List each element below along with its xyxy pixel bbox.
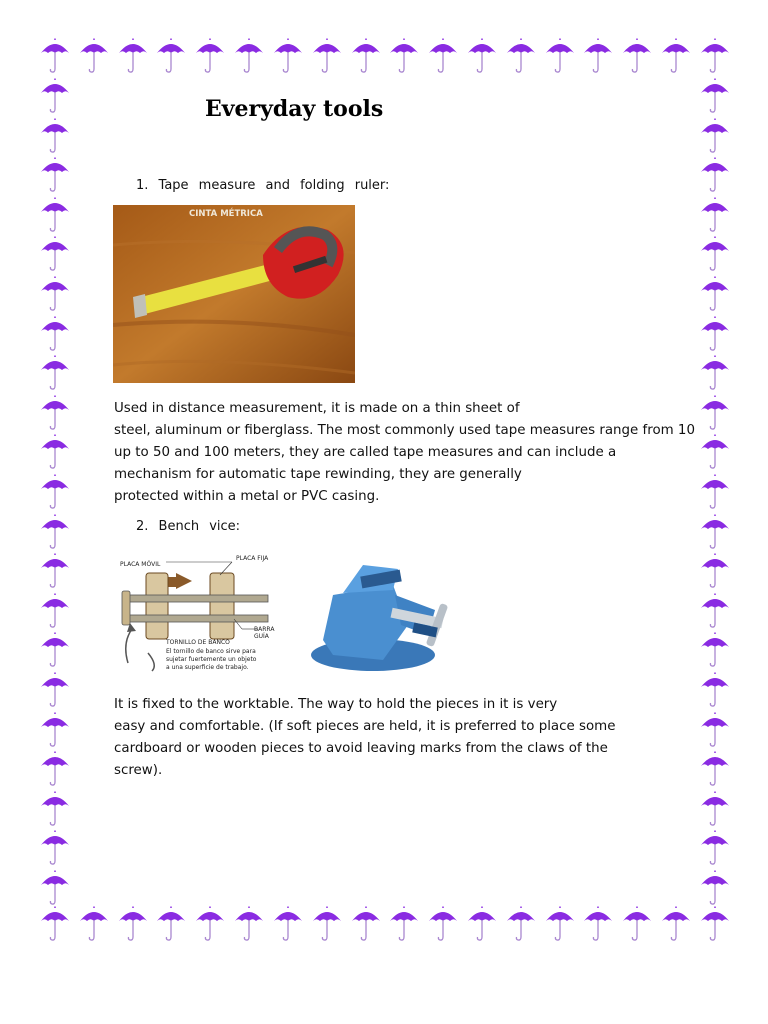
umbrella-icon <box>467 38 497 74</box>
tape-measure-paragraph <box>114 398 695 508</box>
umbrella-icon <box>700 632 730 668</box>
umbrella-icon <box>506 906 536 942</box>
umbrella-icon <box>79 38 109 74</box>
umbrella-icon <box>700 712 730 748</box>
section-heading-tape-measure: 1. Tape measure and folding ruler: <box>136 178 390 193</box>
umbrella-icon <box>351 906 381 942</box>
umbrella-icon <box>700 38 730 74</box>
umbrella-icon <box>79 906 109 942</box>
umbrella-icon <box>700 751 730 787</box>
umbrella-icon <box>700 514 730 550</box>
page-title: Everyday tools <box>205 96 384 122</box>
umbrella-icon <box>40 236 70 272</box>
diagram-caption-line: a una superficie de trabajo. <box>166 664 249 671</box>
paragraph-line: protected within a metal or PVC casing. <box>114 489 380 504</box>
paragraph-line: screw). <box>114 763 163 778</box>
umbrella-icon <box>40 38 70 74</box>
umbrella-border-top <box>40 38 730 74</box>
umbrella-icon <box>40 906 70 942</box>
umbrella-icon <box>312 38 342 74</box>
umbrella-icon <box>700 434 730 470</box>
umbrella-icon <box>428 38 458 74</box>
bench-vice-paragraph <box>114 694 615 782</box>
umbrella-icon <box>40 791 70 827</box>
umbrella-icon <box>545 906 575 942</box>
diagram-caption-line: El tornillo de banco sirve para <box>166 648 256 655</box>
umbrella-icon <box>700 355 730 391</box>
umbrella-icon <box>156 38 186 74</box>
umbrella-border-left <box>40 78 70 906</box>
umbrella-icon <box>40 395 70 431</box>
umbrella-icon <box>428 906 458 942</box>
umbrella-icon <box>700 157 730 193</box>
umbrella-icon <box>700 78 730 114</box>
umbrella-icon <box>661 906 691 942</box>
umbrella-icon <box>40 316 70 352</box>
umbrella-icon <box>40 118 70 154</box>
umbrella-icon <box>622 906 652 942</box>
paragraph-line: Used in distance measurement, it is made on a thin sheet of <box>114 401 520 416</box>
umbrella-icon <box>506 38 536 74</box>
umbrella-icon <box>700 236 730 272</box>
umbrella-icon <box>583 38 613 74</box>
umbrella-icon <box>40 632 70 668</box>
diagram-label-tornillo: TORNILLO DE BANCO <box>166 639 230 646</box>
umbrella-icon <box>389 906 419 942</box>
umbrella-icon <box>40 355 70 391</box>
umbrella-icon <box>234 906 264 942</box>
diagram-caption-line: sujetar fuertemente un objeto <box>166 656 257 663</box>
umbrella-icon <box>545 38 575 74</box>
umbrella-icon <box>40 672 70 708</box>
umbrella-icon <box>700 830 730 866</box>
tape-measure-photo-label: CINTA MÉTRICA <box>189 209 263 219</box>
diagram-label-placa-movil: PLACA MÓVIL <box>120 561 161 568</box>
umbrella-icon <box>700 395 730 431</box>
paragraph-line: It is fixed to the worktable. The way to hold the pieces in it is very <box>114 697 558 712</box>
umbrella-icon <box>312 906 342 942</box>
paragraph-line: mechanism for automatic tape rewinding, they are generally <box>114 467 522 482</box>
umbrella-icon <box>700 474 730 510</box>
umbrella-icon <box>40 474 70 510</box>
umbrella-icon <box>40 514 70 550</box>
paragraph-line: easy and comfortable. (If soft pieces are held, it is preferred to place some <box>114 719 616 734</box>
paragraph-line: cardboard or wooden pieces to avoid leaving marks from the claws of the <box>114 741 608 756</box>
umbrella-icon <box>700 906 730 942</box>
umbrella-icon <box>622 38 652 74</box>
umbrella-icon <box>40 712 70 748</box>
umbrella-icon <box>40 434 70 470</box>
umbrella-icon <box>389 38 419 74</box>
tape-measure-photo <box>113 205 355 383</box>
umbrella-icon <box>118 906 148 942</box>
umbrella-icon <box>40 197 70 233</box>
umbrella-icon <box>40 157 70 193</box>
umbrella-icon <box>40 276 70 312</box>
umbrella-icon <box>273 906 303 942</box>
umbrella-icon <box>661 38 691 74</box>
umbrella-icon <box>700 553 730 589</box>
umbrella-icon <box>700 118 730 154</box>
umbrella-border-bottom <box>40 906 730 942</box>
umbrella-icon <box>234 38 264 74</box>
umbrella-icon <box>351 38 381 74</box>
paragraph-line: steel, aluminum or fiberglass. The most commonly used tape measures range from 10 <box>114 423 695 438</box>
umbrella-icon <box>700 276 730 312</box>
umbrella-icon <box>40 870 70 906</box>
umbrella-icon <box>156 906 186 942</box>
umbrella-icon <box>118 38 148 74</box>
umbrella-border-right <box>700 78 730 906</box>
umbrella-icon <box>195 38 225 74</box>
umbrella-icon <box>40 751 70 787</box>
bench-vice-diagram <box>118 553 288 675</box>
umbrella-icon <box>40 78 70 114</box>
umbrella-icon <box>700 791 730 827</box>
umbrella-icon <box>467 906 497 942</box>
umbrella-icon <box>40 593 70 629</box>
umbrella-icon <box>583 906 613 942</box>
umbrella-icon <box>40 830 70 866</box>
umbrella-icon <box>700 316 730 352</box>
umbrella-icon <box>40 553 70 589</box>
umbrella-icon <box>700 870 730 906</box>
umbrella-icon <box>700 593 730 629</box>
section-heading-bench-vice: 2. Bench vice: <box>136 519 241 534</box>
diagram-label-placa-fija: PLACA FIJA <box>236 555 269 562</box>
umbrella-icon <box>273 38 303 74</box>
diagram-label-barra-guia: BARRA GUÍA <box>254 626 275 640</box>
umbrella-icon <box>195 906 225 942</box>
bench-vice-photo <box>303 555 478 680</box>
umbrella-icon <box>700 197 730 233</box>
umbrella-icon <box>700 672 730 708</box>
paragraph-line: up to 50 and 100 meters, they are called tape measures and can include a <box>114 445 617 460</box>
